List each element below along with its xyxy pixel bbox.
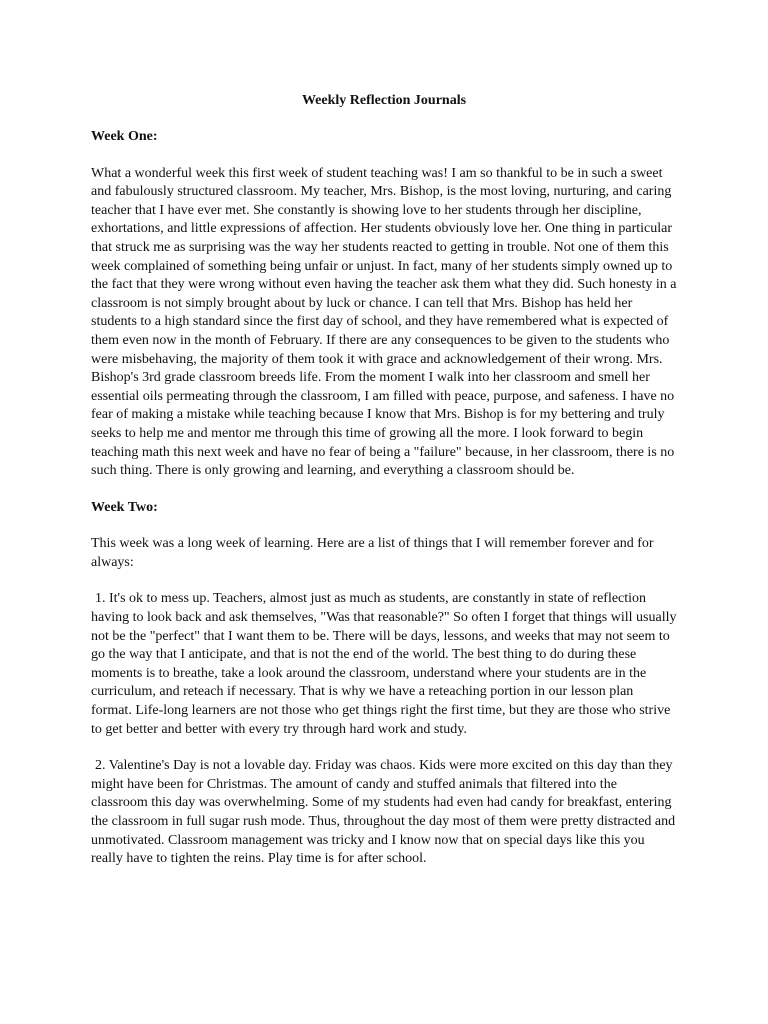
week-two-heading: Week Two: (91, 499, 158, 515)
week-two-item-1: 1. It's ok to mess up. Teachers, almost just as much as students, are constantly in state of reflection having to look back and ask themselves, "Was that reasonable?" So often I forget that things will usually not be the "perfect" that I want them to be. There will be days, lessons, and weeks that may not seem to go the way that I anticipate, and that is not the end of the world. The best thing to do during these moments is to breathe, take a look around the classroom, understand where your students are in the curriculum, and reteach if necessary. That is why we have a reteaching portion in our lesson plan format. Life-long learners are not those who get things right the first time, but they are those who strive to get better and better with every try through hard work and study. (91, 591, 677, 737)
week-two-intro: This week was a long week of learning. Here are a list of things that I will remember forever and for always: (91, 536, 654, 570)
document-title: Weekly Reflection Journals (301, 93, 467, 108)
week-one-section (91, 128, 677, 481)
week-one-heading: Week One: (91, 129, 158, 144)
week-one-paragraph: What a wonderful week this first week of student teaching was! I am so thankful to be in such a sweet and fabulously structured classroom. My teacher, Mrs. Bishop, is the most loving, nurturing, and caring teacher that I have ever met. She constantly is showing love to her students through her discipline, exhortations, and little expressions of affection. Her students obviously love her. One thing in particular that struck me as surprising was the way her students reacted to getting in trouble. Not one of them this week complained of something being unfair or unjust. In fact, many of her students simply owned up to the fact that they were wrong without even having the teacher ask them what they did. Such honesty in a classroom is not simply brought about by luck or chance. I can tell that Mrs. Bishop has held her students to a high standard since the first day of school, and they have remembered what is expected of them even now in the month of February. If there are any consequences to be given to the students who were misbehaving, the majority of them took it with grace and acknowledgement of their wrong. Mrs. Bishop's 3rd grade classroom breeds life. From the moment I walk into her classroom and smell her essential oils permeating through the classroom, I am filled with peace, purpose, and safeness. I have no fear of making a mistake while teaching because I know that Mrs. Bishop is for my bettering and truly seeks to help me and mentor me through this time of growing all the more. I look forward to begin teaching math this next week and have no fear of being a "failure" because, in her classroom, there is no such thing. There is only growing and learning, and everything a classroom should be. (91, 165, 677, 479)
week-two-section (91, 499, 677, 869)
document-body (91, 128, 677, 887)
week-two-item-2: 2. Valentine's Day is not a lovable day. Friday was chaos. Kids were more excited on this day than they might have been for Christmas. The amount of candy and stuffed animals that filtered into the classroom this day was overwhelming. Some of my students had even had candy for breakfast, entering the classroom in full sugar rush mode. Thus, throughout the day most of them were pretty distracted and unmotivated. Classroom management was tricky and I know now that on special days like this you really have to tighten the reins. Play time is for after school. (91, 758, 676, 867)
